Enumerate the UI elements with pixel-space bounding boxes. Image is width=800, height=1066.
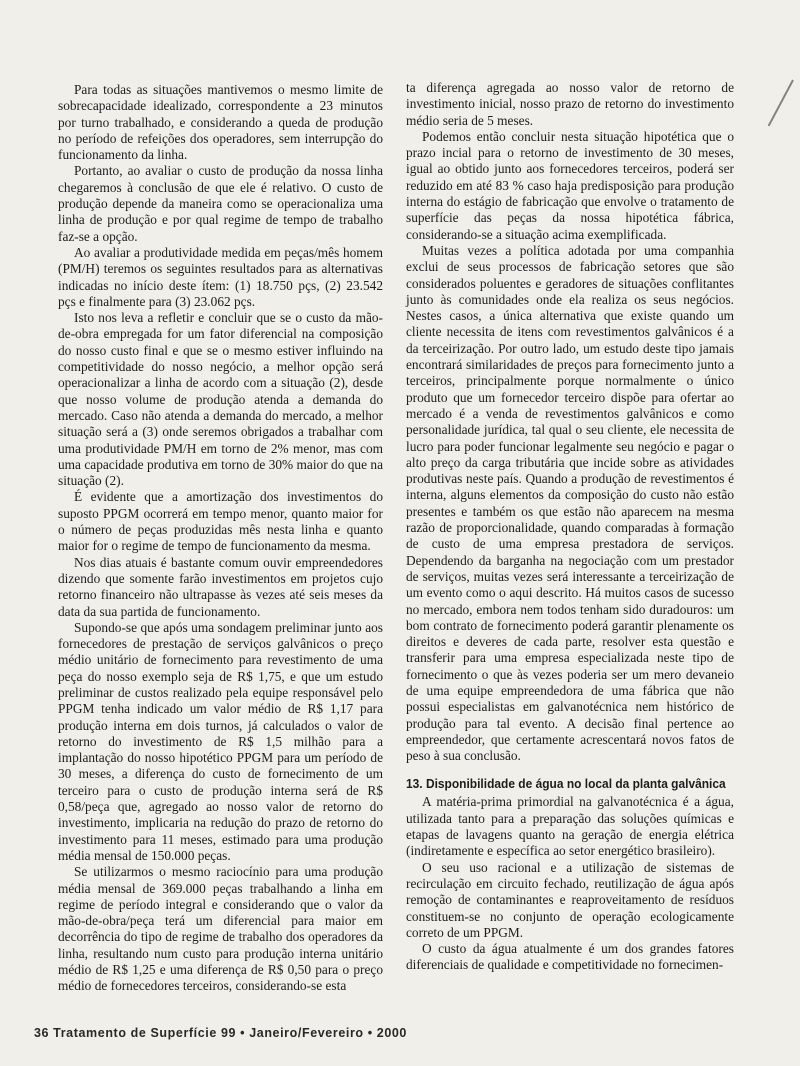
paragraph-continuation: ta diferença agregada ao nosso valor de retorno de investimento inicial, nosso prazo de retorno do investimento médio seria de 5 meses. [406, 80, 734, 128]
right-column [406, 80, 734, 974]
paragraph: É evidente que a amortização dos investimentos do suposto PPGM ocorrerá em tempo menor, quanto maior for o número de peças produzidas mês nesta linha e quanto maior for o regime de tempo de funcionamento da mesma. [58, 489, 383, 554]
left-column [58, 82, 383, 995]
paragraph: Isto nos leva a refletir e concluir que se o custo da mão-de-obra empregada for um fator diferencial na composição do nosso custo final e que se o mesmo estiver influindo na competitividade do nosso negócio, a melhor opção será operacionalizar a linha de acordo com a situação (2), desde que nosso volume de produção atenda a demanda do mercado. Caso não atenda a demanda do mercado, a melhor situação será a (3) onde seremos obrigados a trabalhar com uma produtividade PM/H em torno de 2% menor, mas com uma capacidade produtiva em torno de 30% maior do que na situação (2). [58, 310, 383, 489]
paragraph: Podemos então concluir nesta situação hipotética que o prazo incial para o retorno de investimento de 30 meses, igual ao obtido junto aos fornecedores terceiros, poderá ser reduzido em até 83 % caso haja predisposição para produção interna do estágio de fabricação que envolve o tratamento de superfície das peças da nossa hipotética fábrica, considerando-se a situação acima exemplificada. [406, 128, 734, 242]
paragraph: Se utilizarmos o mesmo raciocínio para uma produção média mensal de 369.000 peças trabalhando a linha em regime de período integral e considerando que o valor da mão-de-obra/peça terá um diferencial para maior em decorrência do tipo de regime de trabalho dos operadores da linha, resultando num custo para produção interna unitário médio de R$ 1,25 e uma diferença de R$ 0,50 para o preço médio de fornecedores terceiros, considerando-se esta [58, 864, 383, 994]
paragraph: O seu uso racional e a utilização de sistemas de recirculação em circuito fechado, reutilização de água após remoção de contaminantes e reaproveitamento de resíduos constituem-se no conjunto de operação ecologicamente correto de um PPGM. [406, 859, 734, 940]
section-heading: 13. Disponibilidade de água no local da planta galvânica [406, 776, 726, 792]
paragraph: Nos dias atuais é bastante comum ouvir empreendedores dizendo que somente farão investimentos em projetos cujo retorno financeiro não ultrapasse às vezes até seis meses da data da sua partida de funcionamento. [58, 554, 383, 619]
paragraph: Supondo-se que após uma sondagem preliminar junto aos fornecedores de prestação de serviços galvânicos o preço médio unitário de fornecimento para revestimento de uma peça do nosso exemplo seja de R$ 1,75, e que um estudo preliminar de custos realizado pela equipe responsável pelo PPGM tenha indicado um valor médio de R$ 1,17 para produção interna em dois turnos, já calculados o valor de retorno do investimento de R$ 1,5 milhão para a implantação do nosso hipotético PPGM para um período de 30 meses, a diferença do custo de fornecimento de um terceiro para o custo de produção interna será de R$ 0,58/peça que, agregado ao nosso valor de retorno do investimento, implicaria na redução do prazo de retorno do investimento para 11 meses, estimado para uma produção média mensal de 150.000 peças. [58, 619, 383, 863]
paragraph: Ao avaliar a produtividade medida em peças/mês homem (PM/H) teremos os seguintes resultados para as alternativas indicadas no início deste ítem: (1) 18.750 pçs, (2) 23.542 pçs e finalmente para (3) 23.062 pçs. [58, 244, 383, 309]
page-corner-mark [768, 80, 794, 127]
paragraph: O custo da água atualmente é um dos grandes fatores diferenciais de qualidade e competitividade no fornecimen- [406, 941, 734, 973]
paragraph: Muitas vezes a política adotada por uma companhia exclui de seus processos de fabricação setores que são considerados poluentes e geradores de situações conflitantes junto às comunidades onde ela realiza os seus negócios. Nestes casos, a única alternativa que existe quando um cliente necessita de itens com revestimentos galvânicos é a da terceirização. Por outro lado, um estudo deste tipo jamais encontrará similaridades de preços para fornecimento junto a terceiros, principalmente porque normalmente o único produto que um fornecedor terceiro dispõe para ofertar ao mercado é a venda de revestimentos galvânicos e como personalidade jurídica, tal qual o seu cliente, ele necessita de lucro para poder funcionar legalmente seu negócio e pagar o alto preço da carga tributária que incide sobre as atividades produtivas neste país. Quando a produção de revestimentos é interna, alguns elementos da composição do custo não estão presentes e também os que estão não aparecem na mesma razão de proporcionalidade, quando comparadas à formação de custo de uma empresa prestadora de serviços. Dependendo da barganha na negociação com um prestador de serviços, muitas vezes será interessante a terceirização de um evento como o aqui descrito. Há muitos casos de sucesso no mercado, embora nem todos tenham sido duradouros: um bom contrato de fornecimento poderá garantir plenamente os direitos e deveres de cada parte, resolver esta questão e transferir para uma empresa especializada neste tipo de fornecimento o que às vezes poderia ser um mero devaneio de uma equipe empreendedora de uma fábrica que não possui especialistas em galvanotécnica nem histórico de produção para tal evento. A decisão final pertence ao empreendedor, que certamente acrescentará novos fatos de peso à sua conclusão. [406, 242, 734, 764]
page-footer: 36 Tratamento de Superfície 99 • Janeiro/Fevereiro • 2000 [34, 1026, 407, 1040]
paragraph: Portanto, ao avaliar o custo de produção da nossa linha chegaremos à conclusão de que ele é relativo. O custo de produção depende da maneira como se operacionaliza uma linha de produção e por qual regime de tempo de trabalho faz-se a opção. [58, 163, 383, 244]
paragraph: Para todas as situações mantivemos o mesmo limite de sobrecapacidade idealizado, correspondente a 23 minutos por turno trabalhado, e considerando a queda de produção no período de refeições dos operadores, sem interrupção do funcionamento da linha. [58, 82, 383, 163]
paragraph: A matéria-prima primordial na galvanotécnica é a água, utilizada tanto para a preparação das soluções químicas e etapas de lavagens quanto na geração de energia elétrica (indiretamente e específica ao setor energético brasileiro). [406, 794, 734, 859]
